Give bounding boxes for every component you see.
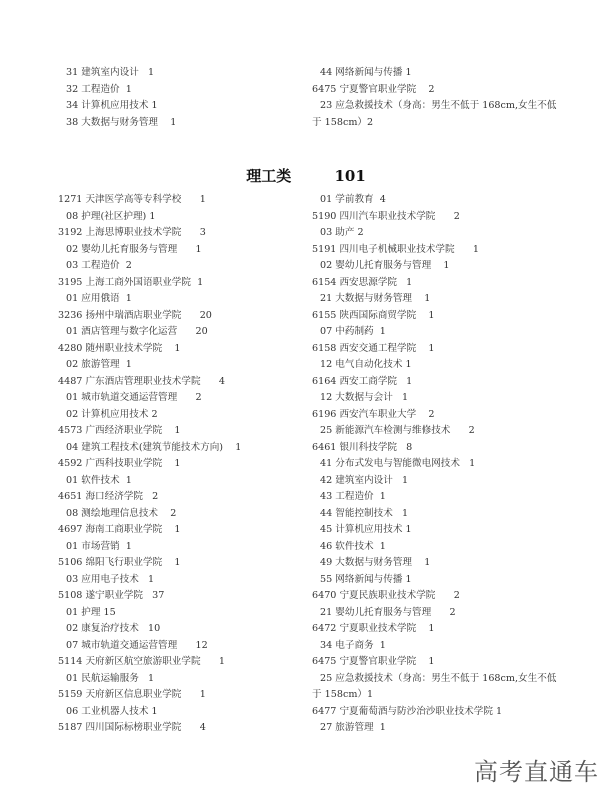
school-entry: 4573 广西经济职业学院 1 [58, 425, 181, 436]
program-entry: 44 智能控制技术 1 [320, 507, 409, 519]
left-column [58, 192, 241, 737]
program-entry: 45 计算机应用技术 1 [320, 524, 412, 535]
school-entry: 5191 四川电子机械职业技术学院 1 [312, 243, 479, 255]
school-entry: 6475 宁夏警官职业学院 2 [312, 83, 435, 95]
school-entry: 于 158cm）2 [312, 116, 374, 128]
program-entry: 01 应用俄语 1 [66, 293, 132, 304]
school-entry: 6461 银川科技学院 8 [312, 441, 413, 453]
school-entry: 6158 西安交通工程学院 1 [312, 342, 435, 354]
section-heading [0, 165, 612, 186]
school-entry: 6196 西安汽车职业大学 2 [312, 408, 435, 420]
school-entry: 4697 海南工商职业学院 1 [58, 524, 181, 535]
heading-count: 101 [334, 167, 366, 185]
program-entry: 34 电子商务 1 [320, 639, 386, 651]
program-entry: 32 工程造价 1 [66, 83, 132, 95]
school-entry: 6164 西安工商学院 1 [312, 375, 413, 387]
program-entry: 55 网络新闻与传播 1 [320, 573, 412, 585]
program-entry: 01 护理 15 [66, 606, 116, 618]
program-entry: 01 酒店管理与数字化运营 20 [66, 326, 208, 337]
top-left-column [58, 65, 176, 131]
program-entry: 46 软件技术 1 [320, 540, 386, 552]
program-entry: 02 旅游管理 1 [66, 359, 132, 370]
school-entry: 5190 四川汽车职业技术学院 2 [312, 210, 460, 222]
school-entry: 5159 天府新区信息职业学院 1 [58, 689, 206, 700]
heading-category: 理工类 [246, 167, 292, 185]
school-entry: 6470 宁夏民族职业技术学院 2 [312, 590, 460, 601]
school-entry: 1271 天津医学高等专科学校 1 [58, 194, 206, 205]
program-entry: 01 软件技术 1 [66, 474, 132, 486]
school-entry: 5106 绵阳飞行职业学院 1 [58, 557, 181, 568]
program-entry: 42 建筑室内设计 1 [320, 474, 409, 486]
program-entry: 49 大数据与财务管理 1 [320, 557, 431, 568]
school-entry: 6472 宁夏职业技术学院 1 [312, 623, 435, 634]
school-entry: 6154 西安思源学院 1 [312, 276, 413, 288]
school-entry: 4651 海口经济学院 2 [58, 491, 159, 502]
program-entry: 38 大数据与财务管理 1 [66, 116, 177, 128]
program-entry: 01 学前教育 4 [320, 194, 386, 205]
program-entry: 43 工程造价 1 [320, 491, 386, 502]
program-entry: 12 电气自动化技术 1 [320, 359, 412, 370]
school-entry: 6155 陕西国际商贸学院 1 [312, 309, 435, 321]
program-entry: 34 计算机应用技术 1 [66, 100, 158, 111]
program-entry: 02 康复治疗技术 10 [66, 623, 161, 634]
program-entry: 41 分布式发电与智能微电网技术 1 [320, 458, 476, 469]
school-entry: 6475 宁夏警官职业学院 1 [312, 656, 435, 667]
program-entry: 03 助产 2 [320, 227, 364, 238]
program-entry: 12 大数据与会计 1 [320, 392, 409, 403]
school-entry: 4487 广东酒店管理职业技术学院 4 [58, 375, 225, 387]
program-entry: 07 中药制药 1 [320, 326, 386, 337]
program-entry: 21 婴幼儿托育服务与管理 2 [320, 606, 456, 618]
program-entry: 03 应用电子技术 1 [66, 573, 155, 585]
school-entry: 3192 上海思博职业技术学院 3 [58, 227, 206, 238]
school-entry: 5114 天府新区航空旅游职业学院 1 [58, 656, 225, 667]
program-entry: 31 建筑室内设计 1 [66, 67, 155, 78]
school-entry: 6477 宁夏葡萄酒与防沙治沙职业技术学院 1 [312, 705, 503, 717]
right-column [312, 192, 556, 737]
top-right-column [312, 65, 556, 131]
program-entry: 23 应急救援技术（身高：男生不低于 168cm,女生不低 [320, 100, 557, 111]
program-entry: 02 婴幼儿托育服务与管理 1 [66, 243, 202, 255]
program-entry: 02 计算机应用技术 2 [66, 408, 158, 420]
program-entry: 08 护理(社区护理) 1 [66, 210, 156, 222]
school-entry: 4280 随州职业技术学院 1 [58, 342, 181, 354]
program-entry: 02 婴幼儿托育服务与管理 1 [320, 260, 450, 271]
program-entry: 01 民航运输服务 1 [66, 672, 155, 684]
program-entry: 08 测绘地理信息技术 2 [66, 507, 177, 519]
program-entry: 04 建筑工程技术(建筑节能技术方向) 1 [66, 441, 242, 453]
program-entry: 06 工业机器人技术 1 [66, 705, 158, 717]
watermark-logo: 高考直通车 [474, 758, 599, 786]
school-entry: 5187 四川国际标榜职业学院 4 [58, 722, 206, 733]
program-entry: 03 工程造价 2 [66, 260, 132, 271]
program-entry: 25 应急救援技术（身高：男生不低于 168cm,女生不低 [320, 672, 557, 684]
program-entry: 25 新能源汽车检测与维修技术 2 [320, 425, 475, 436]
school-entry: 于 158cm）1 [312, 689, 374, 700]
program-entry: 27 旅游管理 1 [320, 722, 386, 733]
program-entry: 01 城市轨道交通运营管理 2 [66, 392, 202, 403]
program-entry: 21 大数据与财务管理 1 [320, 293, 431, 304]
program-entry: 01 市场营销 1 [66, 540, 132, 552]
school-entry: 3195 上海工商外国语职业学院 1 [58, 276, 204, 288]
program-entry: 07 城市轨道交通运营管理 12 [66, 639, 208, 651]
school-entry: 3236 扬州中瑞酒店职业学院 20 [58, 309, 212, 321]
school-entry: 5108 遂宁职业学院 37 [58, 590, 165, 601]
school-entry: 4592 广西科技职业学院 1 [58, 458, 181, 469]
program-entry: 44 网络新闻与传播 1 [320, 67, 412, 78]
